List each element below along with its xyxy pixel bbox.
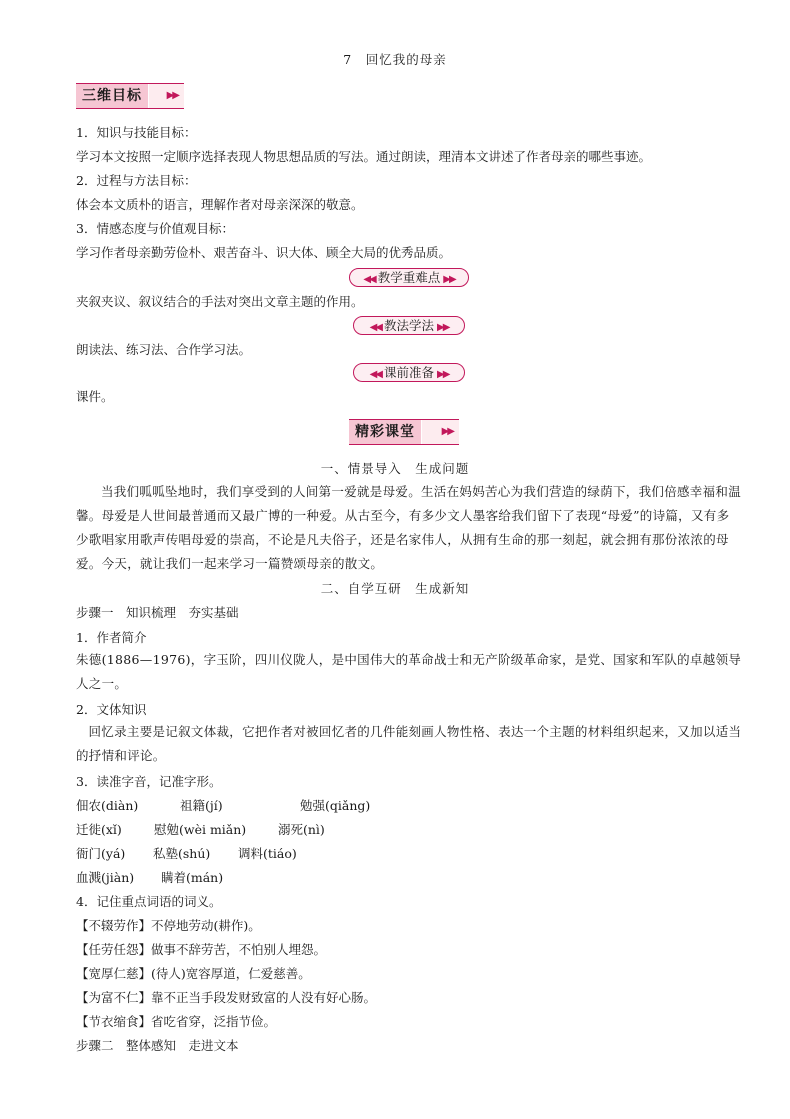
preparation-text: 课件。 [76,389,114,404]
classroom-section-header [349,419,459,445]
pronunciation-item: 溺死(nì) [278,822,325,837]
left-chevron-icon: ◀◀ [369,369,381,380]
methods-pill [353,316,465,335]
methods-text: 朗读法、练习法、合作学习法。 [76,342,252,357]
vocab-item: 【节衣缩食】省吃省穿，泛指节俭。 [76,1014,277,1029]
attitude-goal-text: 学习作者母亲勤劳俭朴、艰苦奋斗、识大体、顾全大局的优秀品质。 [76,245,452,260]
vocab-item: 【不辍劳作】不停地劳动(耕作)。 [76,918,261,933]
vocab-item: 【为富不仁】靠不正当手段发财致富的人没有好心肠。 [76,990,377,1005]
vocab-heading: 4．记住重点词语的词义。 [76,894,222,909]
preparation-pill [353,363,465,382]
knowledge-goal-heading: 1．知识与技能目标： [76,125,197,140]
right-chevron-icon: ▶▶ [437,322,449,333]
step1-heading: 步骤一 知识梳理 夯实基础 [76,605,239,620]
pronunciation-heading: 3．读准字音，记准字形。 [76,774,222,789]
methods-label: 教法学法 [383,318,434,333]
author-text: 朱德(1886—1976)，字玉阶，四川仪陇人，是中国伟大的革命战士和无产阶级革命家，是党、国家和军队的卓越领导人之一。 [76,652,742,691]
right-chevron-icon: ▶▶ [437,369,449,380]
author-heading: 1．作者简介 [76,630,147,645]
pronunciation-item: 瞒着(mán) [161,870,224,885]
process-goal-text: 体会本文质朴的语言，理解作者对母亲深深的敬意。 [76,197,364,212]
process-goal-heading: 2．过程与方法目标： [76,173,197,188]
pronunciation-item: 慰勉(wèi miǎn) [154,822,247,837]
preparation-label: 课前准备 [383,365,434,380]
knowledge-goal-text: 学习本文按照一定顺序选择表现人物思想品质的写法。通过朗读，理清本文讲述了作者母亲的哪些事迹。 [76,149,652,164]
goals-section-label: 三维目标 [76,84,149,108]
section1-paragraph: 当我们呱呱坠地时，我们享受到的人间第一爱就是母爱。生活在妈妈苦心为我们营造的绿荫下，我们倍感幸福和温馨。母爱是人世间最普通而又最广博的一种爱。从古至今，有多少文人墨客给我们留下了表现“母爱”的诗篇，又有多少歌唱家用歌声传唱母爱的崇高，不论是凡夫俗子，还是名家伟人，从拥有生命的那一刻起，就会拥有那份浓浓的母爱。今天，就让我们一起来学习一篇赞颂母亲的散文。 [76,484,742,571]
pronunciation-item: 祖籍(jí) [180,798,223,813]
step2-heading: 步骤二 整体感知 走进文本 [76,1038,239,1053]
goals-section-header [76,83,184,109]
lesson-title: 7 回忆我的母亲 [343,52,447,67]
section1-heading: 一、情景导入 生成问题 [320,461,470,476]
genre-heading: 2．文体知识 [76,702,147,717]
genre-text: 回忆录主要是记叙文体裁，它把作者对被回忆者的几件能刻画人物性格、表达一个主题的材料组织起来，又加以适当的抒情和评论。 [76,724,742,763]
key-points-pill [349,268,469,287]
key-points-label: 教学重难点 [377,270,441,285]
key-points-text: 夹叙夹议、叙议结合的手法对突出文章主题的作用。 [76,294,364,309]
double-arrow-icon: ▶▶ [441,426,453,437]
right-chevron-icon: ▶▶ [443,274,455,285]
vocab-item: 【任劳任怨】做事不辞劳苦，不怕别人埋怨。 [76,942,327,957]
attitude-goal-heading: 3．情感态度与价值观目标： [76,221,234,236]
double-arrow-icon: ▶▶ [166,90,178,101]
pronunciation-item: 调料(tiáo) [238,846,297,861]
left-chevron-icon: ◀◀ [369,322,381,333]
pronunciation-item: 衙门(yá) [76,846,126,861]
pronunciation-item: 佃农(diàn) [76,798,139,813]
vocab-item: 【宽厚仁慈】(待人)宽容厚道，仁爱慈善。 [76,966,311,981]
pronunciation-item: 勉强(qiǎng) [300,798,371,813]
pronunciation-item: 私塾(shú) [153,846,211,861]
pronunciation-item: 血溅(jiàn) [76,870,135,885]
classroom-section-label: 精彩课堂 [349,420,422,444]
left-chevron-icon: ◀◀ [363,274,375,285]
pronunciation-item: 迁徙(xǐ) [76,822,122,837]
section2-heading: 二、自学互研 生成新知 [320,581,470,596]
